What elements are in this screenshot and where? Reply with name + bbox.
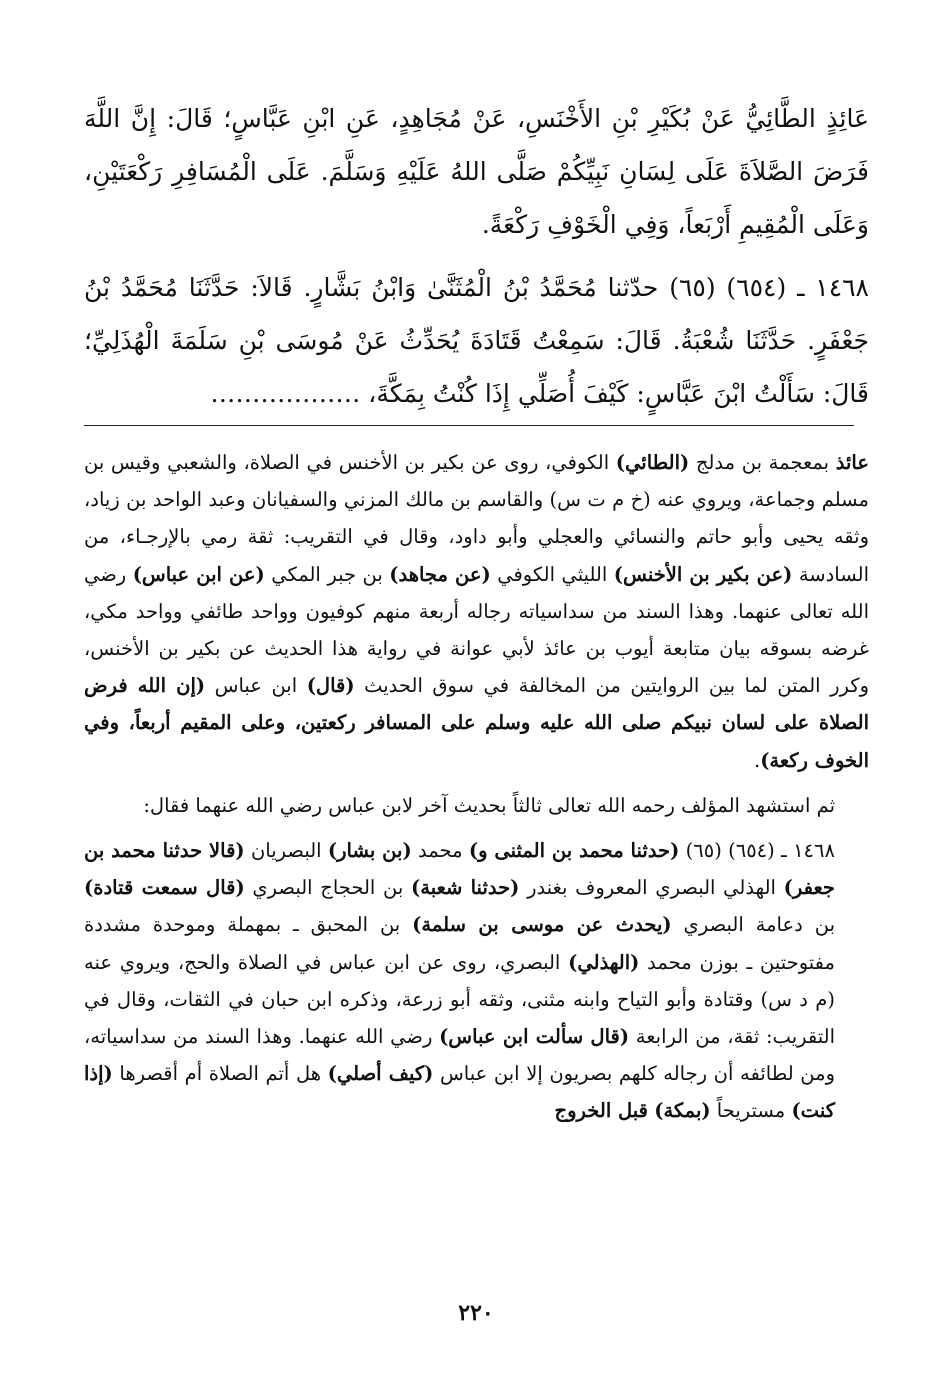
commentary-text: ثم استشهد المؤلف رحمه الله تعالى ثالثاً بحديث آخر لابن عباس رضي الله عنهما فقال:: [143, 793, 835, 817]
commentary-text: محمد: [411, 839, 469, 863]
bold-term: (قالا حدثنا محمد بن جعفر): [84, 839, 835, 900]
commentary-text: مستريحاً: [710, 1099, 792, 1123]
commentary-paragraph: [84, 832, 869, 1130]
commentary-text: بن الحجاج البصري: [244, 876, 412, 900]
hadith-number: ١٤٦٨ ـ (٦٥٤) (٦٥): [679, 839, 835, 863]
bold-term: (الهذلي): [568, 950, 640, 974]
separator-line: [84, 425, 854, 426]
bold-term: (بمكة): [654, 1099, 711, 1123]
hadith-paragraph: [84, 261, 869, 420]
commentary-text: بن دعامة البصري: [671, 913, 835, 937]
commentary-text: البصريان: [244, 839, 328, 863]
bold-term: (بن بشار): [327, 839, 412, 863]
commentary-text: بمعجمة بن مدلج: [689, 451, 836, 474]
commentary-text: بن المحبق ـ بمهملة وموحدة مشددة مفتوحتين ـ بوزن محمد: [84, 913, 835, 974]
bold-term: (حدثنا محمد بن المثنى و): [468, 839, 680, 863]
bold-term: (عن مجاهد): [389, 562, 491, 586]
bold-term: (إن الله فرض الصلاة على لسان نبيكم صلى الله عليه وسلم على المسافر ركعتين، وعلى المقيم أربعاً، وفي الخوف ركعة): [84, 674, 869, 772]
ellipsis-dots: ………………: [210, 379, 361, 408]
bold-term: (يحدث عن موسى بن سلمة): [412, 913, 672, 937]
bold-term: عائذ: [835, 451, 869, 474]
bold-term: (كيف أصلي): [327, 1062, 434, 1086]
commentary-text: ابن عباس: [205, 674, 307, 698]
bold-term: (قال سألت ابن عباس): [439, 1025, 630, 1049]
bold-term: (عن ابن عباس): [132, 562, 265, 586]
bold-term: (قال سمعت قتادة): [84, 876, 245, 900]
commentary-text: رضي الله تعالى عنهما. وهذا السند من سداسياته رجاله أربعة منهم كوفيون وواحد طائفي وواحد مكي، غرضه بسوقه بيان متابعة أيوب بن عائذ لأبي عوانة في رواية هذا الحديث عن بكير بن الأخنس، وكرر المتن لما بين الروايتين من المخالفة في سوق الحديث: [84, 562, 869, 698]
commentary: [84, 444, 869, 1130]
commentary-text: الكوفي، روى عن بكير بن الأخنس في الصلاة، والشعبي وقيس بن مسلم وجماعة، ويروي عنه (خ م ت س) والقاسم بن مالك المزني والسفيانان وعبد الواحد بن زياد، وثقه يحيى وأبو حاتم والنسائي والعجلي وأبو داود، وقال في التقريب: ثقة رمي بالإرجـاء، من السادسة: [84, 451, 869, 586]
bold-term: (عن بكير بن الأخنس): [613, 562, 793, 586]
commentary-text: رضي الله عنهما. وهذا السند من سداسياته، ومن لطائفه أن رجاله كلهم بصريون إلا ابن عباس: [84, 1025, 836, 1086]
bold-term: (إذا كنت): [84, 1062, 835, 1123]
commentary-paragraph: [84, 444, 869, 779]
commentary-text: .: [753, 748, 761, 772]
commentary-paragraph: [84, 787, 869, 824]
hadith-paragraph: [84, 92, 869, 251]
page-number: ٢٢٠: [458, 1300, 494, 1326]
commentary-text: هل أتم الصلاة أم أقصرها: [112, 1062, 328, 1086]
commentary-text: الليثي الكوفي: [490, 562, 614, 586]
hadith-text-span: ١٤٦٨ ـ (٦٥٤) (٦٥) حدّثنا مُحَمَّدُ بْنُ الْمُثَنَّىٰ وَابْنُ بَشَّارٍ. قَالاَ: حَدَّثَنَا مُحَمَّدُ بْنُ جَعْفَرٍ. حَدَّثَنَا شُعْبَةُ. قَالَ: سَمِعْتُ قَتَادَةَ يُحَدِّثُ عَنْ مُوسَى بْنِ سَلَمَةَ الْهُذَلِيِّ؛ قَالَ: سَأَلْتُ ابْنَ عَبَّاسٍ: كَيْفَ أُصَلِّي إِذَا كُنْتُ بِمَكَّةَ،: [84, 273, 869, 408]
hadith-text: [84, 92, 869, 420]
commentary-text: الهذلي البصري المعروف بغندر: [519, 876, 784, 900]
bold-term: (الطائي): [615, 451, 690, 474]
bold-term: قبل الخروج: [554, 1099, 649, 1123]
hadith-text-span: عَائِذٍ الطَّائِيُّ عَنْ بُكَيْرِ بْنِ الأَخْنَسِ، عَنْ مُجَاهِدٍ، عَنِ ابْنِ عَبَّاسٍ؛ قَالَ: إِنَّ اللَّهَ فَرَضَ الصَّلاَةَ عَلَى لِسَانِ نَبِيِّكُمْ صَلَّى اللهُ عَلَيْهِ وَسَلَّمَ. عَلَى الْمُسَافِرِ رَكْعَتَيْنِ، وَعَلَى الْمُقِيمِ أَرْبَعاً، وَفِي الْخَوْفِ رَكْعَةً.: [84, 104, 869, 239]
bold-term: (قال): [306, 674, 355, 698]
commentary-text: البصري، روى عن ابن عباس في الصلاة والحج، ويروي عنه (م د س) وقتادة وأبو التياح وابنه مثنى، وثقه أبو زرعة، وذكره ابن حبان في الثقات، وقال في التقريب: ثقة، من الرابعة: [84, 950, 835, 1049]
bold-term: (حدثنا شعبة): [411, 876, 520, 900]
commentary-text: بن جبر المكي: [264, 562, 390, 586]
